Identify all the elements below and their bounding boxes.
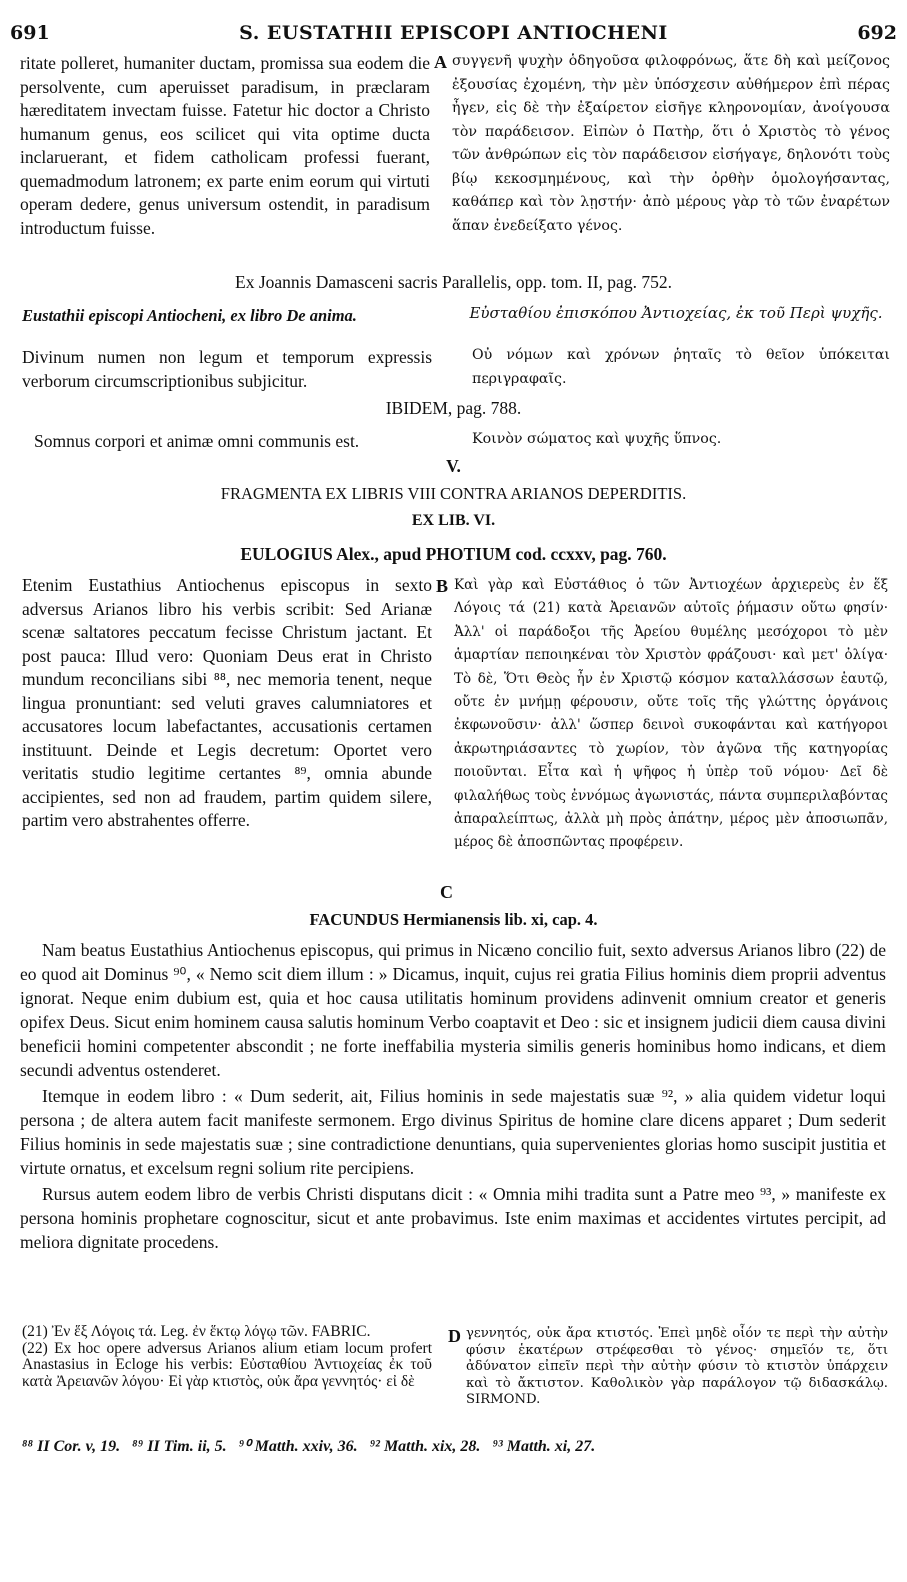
middle-latin-text: Etenim Eustathius Antiochenus episcopus in sexto adversus Arianos libro his verbis scribit: Sed Arianæ scenæ saltatores peccatum fecisse Christum jactant. Et post pauca: Illud vero: Quoniam Deus erat in Christo mundum reconcilians sibi ⁸⁸, nec memoria tenent, neque lingua pronuntiant: sed veluti graves calumniatores et accusatores locum labefactantes, accusationis certamen instituunt. Deinde et Legis decretum: Oportet vero veritatis studio legitime certantes ⁸⁹, omnia abunde accipientes, sed non ad fraudem, partim quidem silere, partim vero abstrahentes offerre. — [22, 575, 432, 830]
anima-greek — [472, 344, 890, 391]
facundus-paragraph-3: Rursus autem eodem libro de verbis Christi disputans dicit : « Omnia mihi tradita sunt a Patre meo ⁹³, » manifeste ex persona hominis prophetare cognoscitur, sicut et ante probavimus. Iste enim maximas et accidentes virtutes percipit, ad meliora dignitate procedens. — [20, 1184, 886, 1252]
notes-right-column — [466, 1326, 888, 1409]
middle-greek-text: Καὶ γὰρ καὶ Εὐστάθιος ὁ τῶν Ἀντιοχέων ἀρχιερεὺς ἐν ἕξ Λόγοις τά (21) κατὰ Ἀρειανῶν αὐτοῖς ῥήμασιν οὕτω φησίν· Ἀλλ' οἱ παράδοξοι τῆς Ἀρείου θυμέλης μεσόχοροι τὸ μὲν ἁμαρτίαν πεποιηκέναι τὸν Χριστὸν φράζουσι· καὶ μετ' ὀλίγα· Τὸ δὲ, Ὅτι Θεὸς ἦν ἐν Χριστῷ κόσμον καταλλάσσων ἑαυτῷ, οὔτε ἐν μνήμῃ φέρουσιν, οὔτε τοῖς τῆς γλώττης ὀργάνοις ἐκφωνοῦσιν· ἀλλ' ὥσπερ δεινοὶ συκοφάνται καὶ κατήγοροι ἀκρωτηριάσαντες τὸ χωρίον, τὸν ἀγῶνα τῆς κατηγορίας ποιοῦνται. Εἶτα καὶ ἡ ψῆφος ἡ ὑπὲρ τοῦ νόμου· Δεῖ δὲ φιλαλήθως τοὺς ἐννόμως ἀγωνιστάς, πάντα συμπεριλαβόντας ἀπαραλείπτως, ἀλλὰ μὴ πρὸς ἀπάτην, μέρος μὲν ἀποσιωπᾶν, μέρος δὲ ἀποσπῶντας προφέρειν. — [454, 577, 888, 851]
middle-latin-column — [22, 574, 432, 833]
somnus-greek: Κοινὸν σώματος καὶ ψυχῆς ὕπνος. — [472, 431, 722, 447]
scripture-footnotes: ⁸⁸ II Cor. v, 19. ⁸⁹ II Tim. ii, 5. ⁹⁰ Matth. xxiv, 36. ⁹² Matth. xix, 28. ⁹³ Matth. xi, 27. — [22, 1438, 596, 1455]
notes-right-text: γεννητός, οὐκ ἄρα κτιστός. Ἐπεὶ μηδὲ οἷόν τε περὶ τὴν αὐτὴν φύσιν ἑκατέρων στρέφεσθαι τὸ γένος· σημεῖόν τε, ὅτι ἀδύνατον εἰπεῖν περὶ τὴν αὐτὴν φύσιν τὸ κτιστὸν ὑπάρχειν καὶ τὸ ἄκτιστον. Καθολικὸν γὰρ παράλογον τῷ διδασκάλῳ. SIRMOND. — [466, 1326, 888, 1408]
margin-letter-c: C — [440, 882, 453, 902]
top-latin-column — [20, 52, 430, 240]
notes-left-column — [22, 1324, 432, 1390]
margin-letter-a: A — [434, 52, 447, 72]
eulogius-heading: EULOGIUS Alex., apud PHOTIUM cod. ccxxv, pag. 760. — [240, 544, 667, 564]
margin-letter-b: B — [436, 576, 449, 596]
margin-letter-d: D — [448, 1326, 461, 1346]
section-number: V. — [446, 456, 461, 476]
page-number-right: 692 — [857, 22, 897, 44]
top-latin-text: ritate polleret, humaniter ductam, promissa sua eodem die persolvente, cum aperuisset paradisum, in præclaram hæreditatem invectam fuisse. Fatetur hic doctor a Christo humanum genus, eos scilicet qui vita optime ducta inclaruerant, et fidem catholicam professi fuerant, quemadmodum latronem; ex parte enim eorum qui virtuti operam dedere, genus universum ostendit, in paradisum introductum fuisse. — [20, 53, 430, 238]
facundus-paragraph-1: Nam beatus Eustathius Antiochenus episcopus, qui primus in Nicæno concilio fuit, sexto adversus Arianos libro (22) de eo quod ait Dominus ⁹⁰, « Nemo scit diem illum : » Dicamus, inquit, cujus rei gratia Filius hominis diem proprii adventus ignorat. Neque enim dubium est, quia et hoc causa utilitatis hominum providens adinvenit omnium creator et generis opifex Deus. Sicut enim hominem causa salutis hominum Verbo coaptavit et Deo : sic et insignem judicii diem causa divini beneficii homini competenter abscondit ; ne forte ineffabilia mysteria similis generis hominibus homo indicans, et diem secundi adventus ostenderet. — [20, 940, 886, 1080]
top-greek-column — [452, 50, 890, 238]
anima-latin-text: Divinum numen non legum et temporum expressis verborum circumscriptionibus subjicitur. — [22, 347, 432, 391]
anima-greek-title: Εὐσταθίου ἐπισκόπου Ἀντιοχείας, ἐκ τοῦ Περὶ ψυχῆς. — [469, 304, 883, 322]
facundus-text — [20, 938, 886, 1256]
ex-lib-heading: EX LIB. VI. — [411, 512, 496, 529]
facundus-heading: FACUNDUS Hermianensis lib. xi, cap. 4. — [309, 910, 598, 929]
middle-greek-column — [454, 574, 888, 855]
anima-latin — [22, 346, 432, 393]
damascene-heading: Ex Joannis Damasceni sacris Parallelis, opp. tom. II, pag. 752. — [235, 272, 672, 292]
running-header — [0, 0, 907, 50]
page-number-left: 691 — [10, 22, 50, 44]
page-title: S. EUSTATHII EPISCOPI ANTIOCHENI — [239, 22, 668, 44]
anima-latin-title: Eustathii episcopi Antiocheni, ex libro De anima. — [22, 306, 357, 325]
notes-left-text: (21) Ἐν ἕξ Λόγοις τά. Leg. ἐν ἕκτῳ λόγῳ τῶν. FABRIC. (22) Ex hoc opere adversus Arianos alium etiam locum profert Anastasius in Ecloge his verbis: Εὐσταθίου Ἀντιοχείας ἐκ τοῦ κατὰ Ἀρειανῶν λόγου· Εἰ γὰρ κτιστὸς, οὐκ ἄρα γεννητός· εἰ δὲ — [22, 1323, 432, 1390]
ibidem-heading: IBIDEM, pag. 788. — [385, 398, 522, 418]
top-greek-text: συγγενῆ ψυχὴν ὁδηγοῦσα φιλοφρόνως, ἅτε δὴ καὶ μείζονος ἐξουσίας ἐχομένη, τὴν μὲν ὑπόσχεσιν αὐθήμερον ἐπὶ πέρας ἦγεν, εἰς δὲ τὴν ἐξαίρετον εἰσῆγε κληρονομίαν, ἀνοίγουσα τὸν παράδεισον. Εἰπὼν ὁ Πατὴρ, ὅτι ὁ Χριστὸς τὸ γένος τῶν ἀνθρώπων εἰς τὸν παράδεισον εἰσήγαγε, δηλονότι τοὺς βίῳ κεκοσμημένους, καὶ τὴν ὀρθὴν ὁμολογήσαντας, καθάπερ καὶ τὸν λῃστήν· ἀπὸ μέρους γὰρ τὸ τῶν ἐναρέτων ἅπαν ἐνεδείξατο γένος. — [452, 53, 890, 234]
somnus-latin: Somnus corpori et animæ omni communis est. — [34, 431, 360, 451]
facundus-paragraph-2: Itemque in eodem libro : « Dum sederit, ait, Filius hominis in sede majestatis suæ ⁹², » alia quidem videtur loqui persona ; de altera autem facit manifeste sermonem. Ergo divinus Spiritus de homine clare dicens apparet ; Dum sederit Filius hominis in sede majestatis suæ ; sine contradictione denuntians, quia supervenientes glorias homo suscipit justitia et virtute ornatus, et excelsum regni solium rite percipiens. — [20, 1086, 886, 1178]
anima-greek-text: Οὐ νόμων καὶ χρόνων ῥηταῖς τὸ θεῖον ὑπόκειται περιγραφαῖς. — [472, 347, 890, 387]
fragmenta-heading: FRAGMENTA EX LIBRIS VIII CONTRA ARIANOS DEPERDITIS. — [220, 484, 687, 503]
